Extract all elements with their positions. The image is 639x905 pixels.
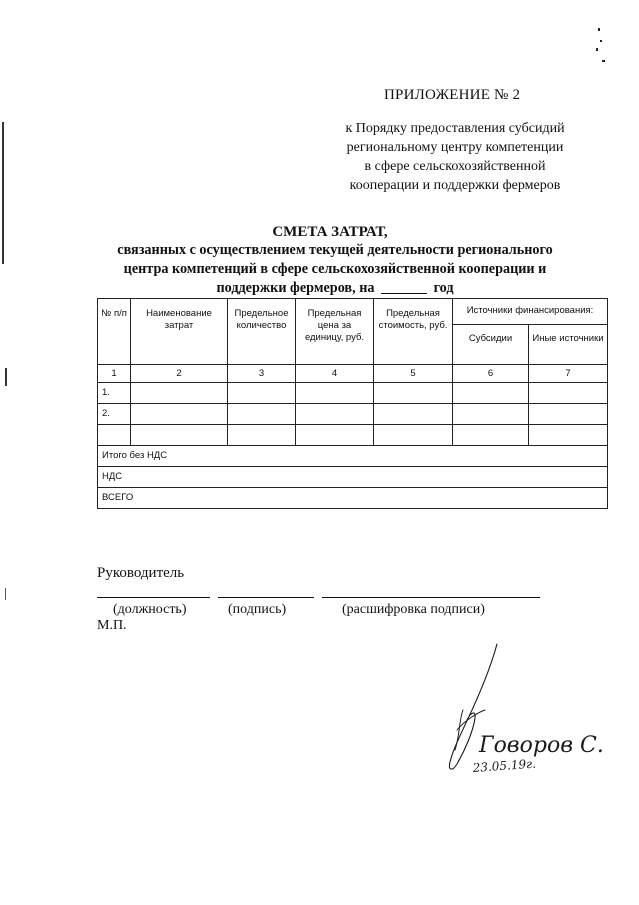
cell-subsidies[interactable] xyxy=(453,425,529,446)
cell-price[interactable] xyxy=(296,425,374,446)
appendix-line: региональному центру компетенции xyxy=(346,140,564,155)
cell-qty[interactable] xyxy=(228,404,296,425)
header-num: № п/п xyxy=(98,299,131,365)
column-number: 4 xyxy=(296,365,374,383)
cell-cost[interactable] xyxy=(374,404,453,425)
appendix-line: кооперации и поддержки фермеров xyxy=(349,178,561,193)
column-number-row xyxy=(98,365,608,383)
cell-cost[interactable] xyxy=(374,425,453,446)
table-row xyxy=(98,383,608,404)
appendix-description xyxy=(330,119,580,195)
document-subtitle xyxy=(90,241,580,298)
signature-line[interactable] xyxy=(218,597,314,598)
document-title: СМЕТА ЗАТРАТ, xyxy=(272,224,388,240)
cell-price[interactable] xyxy=(296,383,374,404)
header-price: Предельная цена за единицу, руб. xyxy=(296,299,374,365)
signature-date: 23.05.19г. xyxy=(472,756,537,775)
subtitle-line-last xyxy=(90,279,580,298)
position-caption: (должность) xyxy=(113,602,187,617)
column-number: 6 xyxy=(453,365,529,383)
decoding-line[interactable] xyxy=(322,597,540,598)
head-label: Руководитель xyxy=(97,565,185,581)
cell-qty[interactable] xyxy=(228,425,296,446)
total-without-vat-row xyxy=(98,446,608,467)
scan-edge-mark xyxy=(2,122,4,264)
cell-subsidies[interactable] xyxy=(453,383,529,404)
appendix-line: в сфере сельскохозяйственной xyxy=(364,159,546,174)
cell-name[interactable] xyxy=(131,404,228,425)
subtitle-line: центра компетенций в сфере сельскохозяйственной кооперации и xyxy=(123,261,547,277)
header-name: Наименование затрат xyxy=(131,299,228,365)
appendix-title: ПРИЛОЖЕНИЕ № 2 xyxy=(384,87,521,103)
row-number: 1. xyxy=(98,383,131,404)
column-number: 3 xyxy=(228,365,296,383)
table-row xyxy=(98,404,608,425)
cell-qty[interactable] xyxy=(228,383,296,404)
vat-label: НДС xyxy=(98,467,608,488)
cost-estimate-table xyxy=(97,298,608,509)
grand-total-label: ВСЕГО xyxy=(98,488,608,509)
column-number: 7 xyxy=(529,365,608,383)
cell-price[interactable] xyxy=(296,404,374,425)
year-blank-field[interactable] xyxy=(381,292,427,294)
handwritten-signature xyxy=(435,640,605,790)
subtitle-suffix: год xyxy=(433,280,454,296)
cell-name[interactable] xyxy=(131,425,228,446)
cell-subsidies[interactable] xyxy=(453,404,529,425)
total-without-vat-label: Итого без НДС xyxy=(98,446,608,467)
subtitle-line: связанных с осуществлением текущей деятельности регионального xyxy=(117,242,553,258)
column-number: 1 xyxy=(98,365,131,383)
signature-name: Говоров С. xyxy=(479,733,604,758)
scan-edge-mark xyxy=(5,588,6,600)
position-line[interactable] xyxy=(97,597,210,598)
scan-edge-mark xyxy=(5,368,7,386)
appendix-line: к Порядку предоставления субсидий xyxy=(345,121,565,136)
vat-row xyxy=(98,467,608,488)
row-number xyxy=(98,425,131,446)
subtitle-prefix: поддержки фермеров, на xyxy=(216,280,375,296)
cell-other[interactable] xyxy=(529,404,608,425)
cell-name[interactable] xyxy=(131,383,228,404)
cell-other[interactable] xyxy=(529,383,608,404)
header-sources: Источники финансирования: xyxy=(453,299,608,325)
decoding-caption: (расшифровка подписи) xyxy=(342,602,485,617)
column-number: 5 xyxy=(374,365,453,383)
header-other: Иные источники xyxy=(529,325,608,365)
cell-other[interactable] xyxy=(529,425,608,446)
grand-total-row xyxy=(98,488,608,509)
header-subsidies: Субсидии xyxy=(453,325,529,365)
row-number: 2. xyxy=(98,404,131,425)
column-number: 2 xyxy=(131,365,228,383)
signature-caption: (подпись) xyxy=(228,602,287,617)
header-qty: Предельное количество xyxy=(228,299,296,365)
cell-cost[interactable] xyxy=(374,383,453,404)
stamp-label: М.П. xyxy=(97,618,127,633)
header-cost: Предельная стоимость, руб. xyxy=(374,299,453,365)
table-row xyxy=(98,425,608,446)
